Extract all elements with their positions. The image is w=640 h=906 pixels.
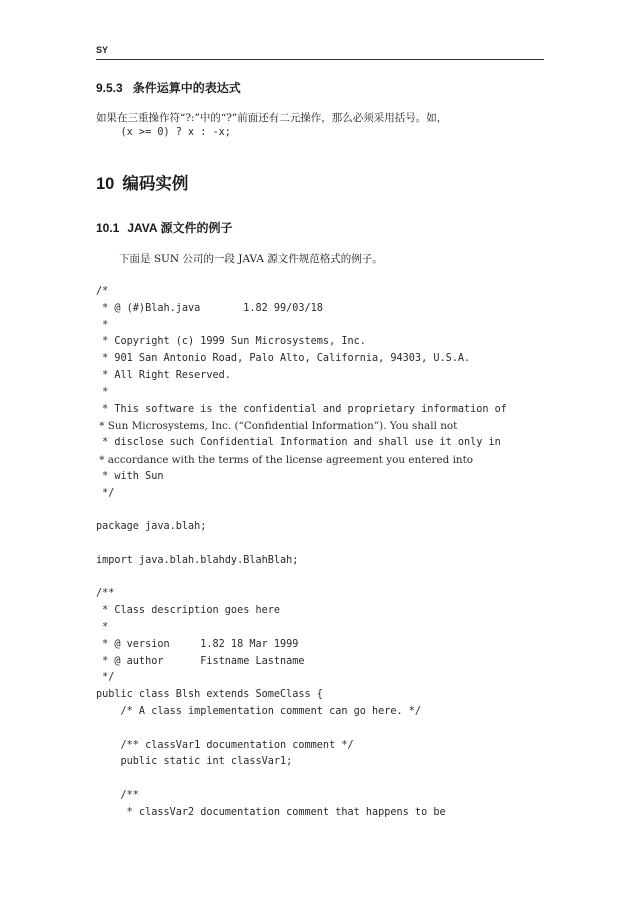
code-line: * @ author Fistname Lastname (96, 655, 305, 667)
code-line: * with Sun (96, 470, 164, 482)
code-line: * (96, 386, 109, 398)
code-line: public static int classVar1; (96, 756, 293, 768)
section-number: 9.5.3 (96, 81, 123, 95)
code-line: * @ (#)Blah.java 1.82 99/03/18 (96, 302, 323, 314)
code-line: * (96, 319, 109, 331)
code-line: package java.blah; (96, 521, 207, 533)
section-title: 条件运算中的表达式 (132, 81, 241, 95)
code-line (96, 721, 556, 738)
java-code-block (96, 284, 556, 822)
code-line: * disclose such Confidential Information and shall use it only in (96, 437, 501, 449)
inline-code-example: (x >= 0) ? x : -x; (96, 127, 231, 138)
code-line: * 901 San Antonio Road, Palo Alto, California, 94303, U.S.A. (96, 353, 471, 365)
code-line: * (96, 621, 109, 633)
code-line: * classVar2 documentation comment that happens to be (96, 806, 446, 818)
running-header: SY (96, 45, 109, 55)
section-heading-9-5-3 (96, 79, 241, 96)
section-number: 10.1 (96, 221, 120, 235)
code-line: /* A class implementation comment can go here. */ (96, 705, 422, 717)
chapter-title: 编码实例 (122, 175, 189, 193)
section-heading-10-1 (96, 219, 232, 236)
chapter-heading (96, 170, 188, 194)
code-line: * @ version 1.82 18 Mar 1999 (96, 638, 299, 650)
code-line (96, 536, 556, 553)
header-rule (96, 59, 544, 60)
code-line: /** classVar1 documentation comment */ (96, 739, 354, 751)
code-line: /** (96, 789, 139, 801)
code-line: * Class description goes here (96, 605, 281, 617)
code-line: import java.blah.blahdy.BlahBlah; (96, 554, 299, 566)
code-line (96, 771, 556, 788)
code-line: * This software is the confidential and proprietary information of (96, 403, 507, 415)
code-line (96, 502, 556, 519)
code-line (96, 570, 556, 587)
code-line: /* (96, 286, 109, 297)
code-line: * Copyright (c) 1999 Sun Microsystems, Inc. (96, 336, 366, 348)
code-line: * Sun Microsystems, Inc. (“Confidential Information”). You shall not (96, 420, 458, 433)
section-title: JAVA 源文件的例子 (127, 221, 233, 235)
section-intro: 下面是 SUN 公司的一段 JAVA 源文件规范格式的例子。 (119, 253, 383, 265)
code-line: */ (96, 672, 115, 684)
code-line: * accordance with the terms of the license agreement you entered into (96, 453, 474, 466)
chapter-number: 10 (96, 175, 115, 193)
code-line: public class Blsh extends SomeClass { (96, 689, 323, 701)
code-line: * All Right Reserved. (96, 369, 231, 381)
code-line: /** (96, 588, 115, 600)
code-line: */ (96, 487, 115, 499)
section-paragraph: 如果在三重操作符“?:”中的“?”前面还有二元操作，那么必须采用括号。如， (96, 112, 448, 124)
